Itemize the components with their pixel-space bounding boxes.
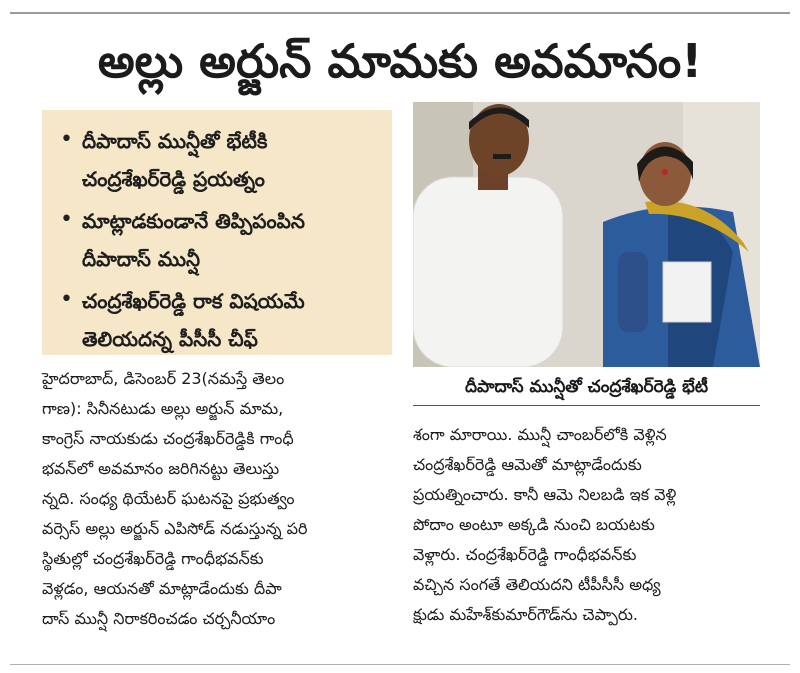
highlight-line: చంద్రశేఖర్‌రెడ్డి ప్రయత్నం	[82, 167, 265, 191]
highlight-item	[60, 122, 378, 198]
news-photo	[413, 102, 760, 367]
photo-caption: దీపాదాస్ మున్షీతో చంద్రశేఖర్‌రెడ్డి భేటీ	[413, 371, 760, 406]
highlights-box	[42, 110, 392, 355]
article-line: క్షుడు మహేశ్‌కుమార్‌గౌడ్‌ను చెప్పారు.	[413, 605, 639, 624]
highlight-line: మాట్లాడకుండానే తిప్పిపంపిన	[82, 209, 305, 233]
article-line: శంగా మారాయి. మున్షీ చాంబర్‌లోకి వెళ్లిన	[413, 425, 667, 444]
article-line: వెళ్లడం, ఆయనతో మాట్లాడేందుకు దీపా	[42, 579, 282, 598]
article-column-right	[413, 420, 760, 630]
highlight-line: దీపాదాస్ మున్షీతో భేటీకి	[82, 129, 268, 153]
highlight-item	[60, 282, 378, 358]
article-line: కాంగ్రెస్ నాయకుడు చంద్రశేఖర్‌రెడ్డికి గాంధీ	[42, 429, 294, 448]
bullet-icon: •	[60, 127, 73, 152]
highlight-line: చంద్రశేఖర్‌రెడ్డి రాక విషయమే	[82, 289, 305, 313]
article-line: హైదరాబాద్, డిసెంబర్ 23(నమస్తే తెలం	[42, 369, 285, 388]
article-column-left	[42, 364, 392, 634]
article-line: వర్సెస్ అల్లు అర్జున్ ఎపిసోడ్ నడుస్తున్న పరి	[42, 519, 308, 538]
bullet-icon: •	[60, 207, 73, 232]
article-line: వచ్చిన సంగతే తెలియదని టీపీసీసీ అధ్య	[413, 575, 661, 594]
highlight-line: దీపాదాస్ మున్షీ	[82, 247, 201, 271]
photo-illustration	[413, 102, 760, 367]
highlight-text	[82, 122, 267, 198]
top-rule	[10, 12, 790, 14]
article-line: న్నది. సంధ్య థియేటర్ ఘటనపై ప్రభుత్వం	[42, 489, 295, 508]
article-line: దాస్ మున్షీ నిరాకరించడం చర్చనీయాం	[42, 609, 276, 628]
headline: అల్లు అర్జున్ మామకు అవమానం!	[97, 34, 703, 88]
bottom-rule	[10, 664, 790, 665]
highlight-text	[82, 282, 305, 358]
highlight-text	[82, 202, 305, 278]
article-line: ప్రయత్నించారు. కానీ ఆమె నిలబడి ఇక వెళ్లి	[413, 485, 677, 504]
article-line: పోదాం అంటూ అక్కడి నుంచి బయటకు	[413, 515, 655, 534]
article-line: భవన్‌లో అవమానం జరిగినట్టు తెలుస్తు	[42, 459, 280, 478]
article-line: చంద్రశేఖర్‌రెడ్డి ఆమెతో మాట్లాడేందుకు	[413, 455, 642, 474]
article-line: గాణ): సినీనటుడు అల్లు అర్జున్ మామ,	[42, 399, 284, 418]
bullet-icon: •	[60, 287, 73, 312]
article-line: వెళ్లారు. చంద్రశేఖర్‌రెడ్డి గాంధీభవన్‌కు	[413, 545, 637, 564]
highlight-item	[60, 202, 378, 278]
article-line: స్థితుల్లో చంద్రశేఖర్‌రెడ్డి గాంధీభవన్‌కు	[42, 549, 264, 568]
highlight-line: తెలియదన్న పీసీసీ చీఫ్	[82, 327, 258, 351]
